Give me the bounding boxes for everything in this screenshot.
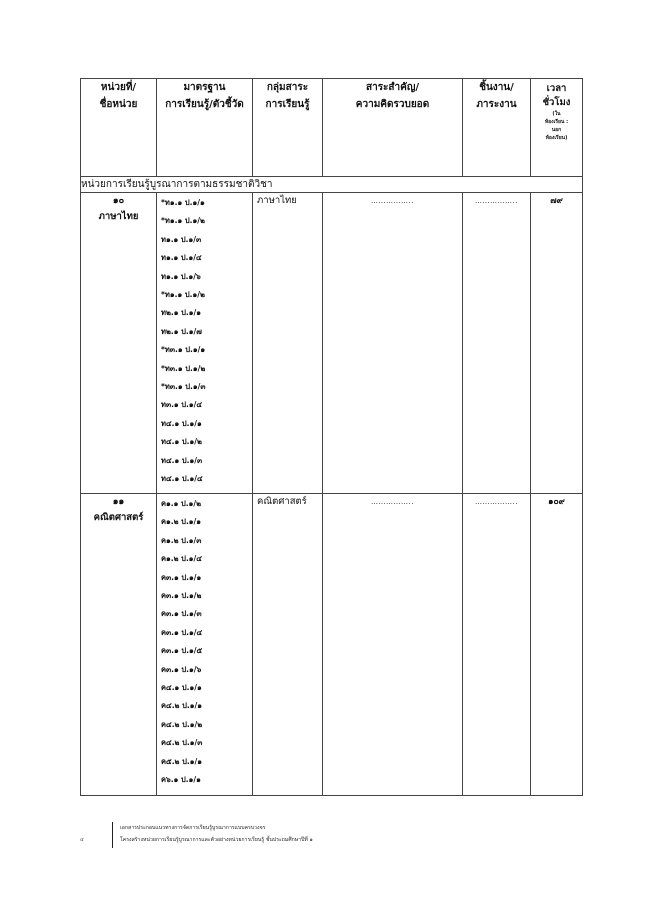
indicator: ค๔.๑ ป.๑/๑ — [161, 683, 202, 693]
essence-cell — [323, 193, 463, 494]
indicator: ค๓.๑ ป.๑/๔ — [161, 627, 203, 637]
hours-value: ๗๙ — [550, 196, 563, 206]
footer-line-1: เอกสารประกอบแนวทางการจัดการเรียนรู้บูรณาการแบบครบวงจร — [120, 825, 266, 831]
hours-cell — [531, 193, 583, 494]
indicator: *ท๓.๑ ป.๑/๒ — [161, 363, 206, 373]
group-cell — [253, 193, 323, 494]
indicator: ท๔.๑ ป.๑/๑ — [161, 418, 202, 428]
header-time: เวลา ชั่วโมง (ใน ห้องเรียน : นอก ห้องเรียน) — [531, 79, 583, 177]
unit-cell — [81, 193, 157, 494]
indicator: ค๓.๑ ป.๑/๖ — [161, 664, 202, 674]
unit-cell — [81, 494, 157, 796]
curriculum-table — [80, 78, 583, 796]
indicator: ค๑.๒ ป.๑/๓ — [161, 535, 202, 545]
indicator: ท๔.๑ ป.๑/๒ — [161, 437, 202, 447]
indicator: *ท๑.๑ ป.๑/๒ — [161, 290, 205, 300]
header-subject-group: กลุ่มสาระ การเรียนรู้ — [253, 79, 323, 177]
header-row — [81, 79, 583, 177]
task-placeholder: …………….. — [475, 197, 518, 205]
hours-value: ๑๐๙ — [548, 497, 565, 507]
task-placeholder: …………….. — [475, 498, 518, 506]
indicator: ค๑.๑ ป.๑/๒ — [161, 499, 202, 508]
footer-line-2: โครงสร้างหน่วยการเรียนรู้บูรณาการและตัวอย่างหน่วยการเรียนรู้ ชั้นประถมศึกษาปีที่ ๑ — [120, 837, 313, 843]
section-title: หน่วยการเรียนรู้บูรณาการตามธรรมชาติวิชา — [81, 177, 583, 193]
hours-cell — [531, 494, 583, 796]
indicator: ท๒.๑ ป.๑/๗ — [161, 326, 202, 336]
indicator: ค๓.๑ ป.๑/๓ — [161, 609, 202, 619]
indicator: ท๑.๑ ป.๑/๖ — [161, 271, 201, 281]
unit-number: ๑๐ — [112, 196, 125, 206]
indicator: ค๕.๒ ป.๑/๑ — [161, 756, 202, 766]
indicator: ท๓.๑ ป.๑/๔ — [161, 400, 203, 410]
unit-name: คณิตศาสตร์ — [93, 512, 144, 523]
indicator: *ท๑.๑ ป.๑/๑ — [161, 198, 205, 207]
essence-cell — [323, 494, 463, 796]
indicator: *ท๓.๑ ป.๑/๓ — [161, 382, 206, 392]
header-standard: มาตรฐาน การเรียนรู้/ตัวชี้วัด — [157, 79, 253, 177]
unit-row-thai — [81, 193, 583, 494]
indicator: ค๔.๒ ป.๑/๓ — [161, 738, 203, 748]
indicator: *ท๓.๑ ป.๑/๑ — [161, 345, 206, 355]
indicator: ค๔.๒ ป.๑/๒ — [161, 719, 203, 729]
indicator: ท๑.๑ ป.๑/๓ — [161, 234, 202, 244]
indicator: ค๓.๑ ป.๑/๒ — [161, 591, 202, 601]
indicator: ค๖.๑ ป.๑/๑ — [161, 775, 201, 785]
unit-number: ๑๑ — [112, 497, 125, 507]
indicator: ท๑.๑ ป.๑/๔ — [161, 253, 202, 263]
essence-placeholder: …………….. — [371, 498, 414, 506]
unit-row-math — [81, 494, 583, 796]
indicators-cell — [157, 193, 253, 494]
indicator: ค๓.๑ ป.๑/๕ — [161, 646, 203, 656]
task-cell — [463, 494, 531, 796]
header-task: ชิ้นงาน/ ภาระงาน — [463, 79, 531, 177]
subject-group: ภาษาไทย — [257, 195, 297, 206]
page-footer — [80, 822, 580, 852]
subject-group: คณิตศาสตร์ — [257, 496, 307, 507]
indicator: ท๒.๑ ป.๑/๑ — [161, 308, 201, 318]
indicators-cell — [157, 494, 253, 796]
header-unit: หน่วยที่/ ชื่อหน่วย — [81, 79, 157, 177]
header-essence: สาระสำคัญ/ ความคิดรวบยอด — [323, 79, 463, 177]
section-row — [81, 177, 583, 193]
essence-placeholder: …………….. — [371, 197, 414, 205]
footer-divider — [112, 822, 113, 848]
unit-name: ภาษาไทย — [98, 211, 139, 222]
indicator: ค๔.๒ ป.๑/๑ — [161, 701, 202, 711]
indicator: ค๓.๑ ป.๑/๑ — [161, 572, 202, 582]
indicator: ท๔.๑ ป.๑/๔ — [161, 474, 203, 484]
group-cell — [253, 494, 323, 796]
task-cell — [463, 193, 531, 494]
page-number: ๔ — [80, 837, 84, 843]
indicator: ค๑.๒ ป.๑/๑ — [161, 517, 202, 527]
indicator: ค๑.๒ ป.๑/๔ — [161, 554, 202, 564]
indicator: *ท๑.๑ ป.๑/๒ — [161, 216, 205, 226]
indicator: ท๔.๑ ป.๑/๓ — [161, 455, 203, 465]
